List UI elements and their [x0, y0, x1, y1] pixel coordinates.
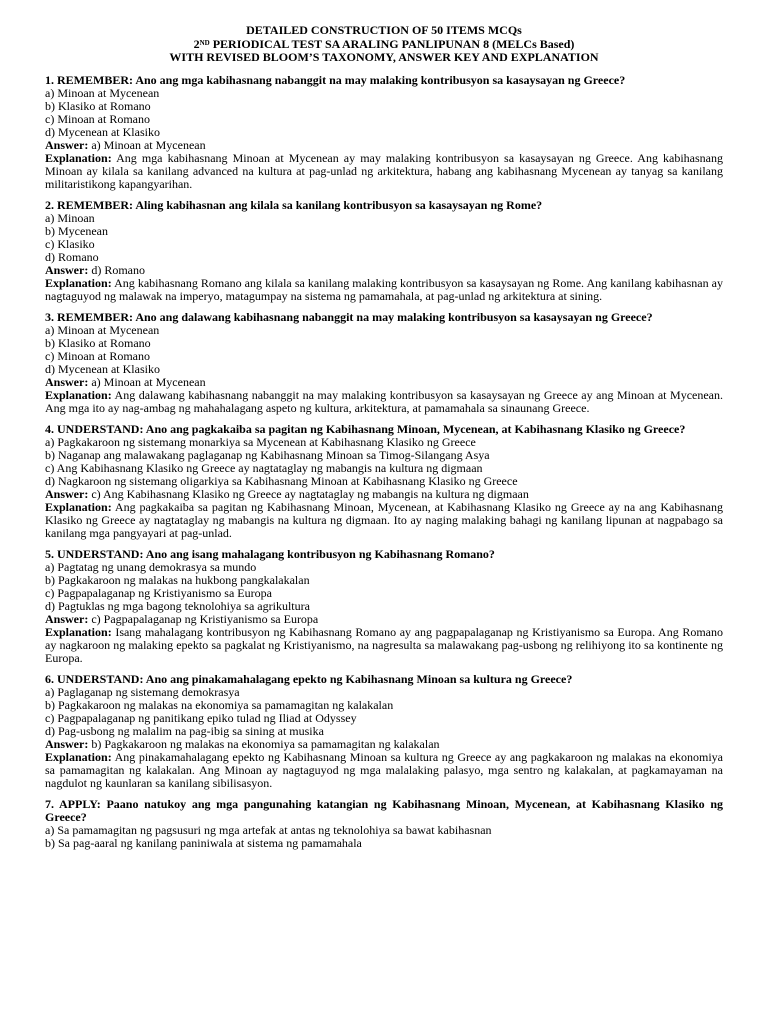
answer-label: Answer:: [45, 611, 89, 626]
explanation-paragraph: [45, 389, 723, 415]
header-line-2-text: PERIODICAL TEST SA ARALING PANLIPUNAN 8 (MELCs Based): [209, 36, 575, 51]
answer-value: b) Pagkakaroon ng malakas na ekonomiya sa pamamagitan ng kalakalan: [88, 736, 440, 751]
explanation-text: Isang mahalagang kontribusyon ng Kabihasnang Romano ay ang pagpapalaganap ng Kristiyanismo sa Europa. Ang Romano ay nagkaroon ng malaking epekto sa pagkalat ng Kristiyanismo, na nagresulta sa malawakang pag-usbong ng relihiyong ito sa kontinente ng Europa.: [45, 624, 723, 665]
explanation-paragraph: [45, 501, 723, 540]
explanation-text: Ang pinakamahalagang epekto ng Kabihasnang Minoan sa kultura ng Greece ay ang pagkakaroon ng malakas na ekonomiya sa pamamagitan ng kalakalan. Ang Minoan ay nagtaguyod ng mga malalaking palasyo, mga sentro ng kalakalan, at pagkamayaman na nagdulot ng kaunlaran sa kanilang sibilisasyon.: [45, 749, 723, 790]
explanation-label: Explanation:: [45, 499, 112, 514]
answer-option: d) Pagtuklas ng mga bagong teknolohiya sa agrikultura: [45, 598, 310, 613]
header-line-1: DETAILED CONSTRUCTION OF 50 ITEMS MCQs: [246, 23, 522, 37]
answer-option: d) Mycenean at Klasiko: [45, 361, 160, 376]
answer-value: c) Pagpapalaganap ng Kristiyanismo sa Europa: [88, 611, 319, 626]
answer-option: a) Minoan at Mycenean: [45, 322, 160, 337]
answer-option: d) Mycenean at Klasiko: [45, 124, 160, 139]
header-ordinal-suffix: ND: [199, 38, 210, 47]
answer-label: Answer:: [45, 262, 89, 277]
explanation-label: Explanation:: [45, 624, 112, 639]
question-title: 4. UNDERSTAND: Ano ang pagkakaiba sa pagitan ng Kabihasnang Minoan, Mycenean, at Kabihasnang Klasiko ng Greece?: [45, 421, 686, 436]
answer-label: Answer:: [45, 736, 89, 751]
answer-option: b) Naganap ang malawakang paglaganap ng Kabihasnang Minoan sa Timog-Silangang Asya: [45, 447, 490, 462]
question-block: [45, 798, 723, 850]
question-block: [45, 199, 723, 303]
explanation-label: Explanation:: [45, 387, 112, 402]
question-title: 6. UNDERSTAND: Ano ang pinakamahalagang epekto ng Kabihasnang Minoan sa kultura ng Greece?: [45, 671, 573, 686]
answer-label: Answer:: [45, 374, 89, 389]
answer-option: a) Paglaganap ng sistemang demokrasya: [45, 684, 240, 699]
explanation-paragraph: [45, 277, 723, 303]
answer-option: d) Romano: [45, 249, 99, 264]
answer-option: a) Minoan: [45, 210, 95, 225]
answer-option: a) Pagtatag ng unang demokrasya sa mundo: [45, 559, 257, 574]
answer-option: a) Pagkakaroon ng sistemang monarkiya sa Mycenean at Kabihasnang Klasiko ng Greece: [45, 434, 476, 449]
answer-label: Answer:: [45, 486, 89, 501]
explanation-paragraph: [45, 751, 723, 790]
answer-option: a) Minoan at Mycenean: [45, 85, 160, 100]
explanation-paragraph: [45, 626, 723, 665]
answer-value: d) Romano: [88, 262, 145, 277]
answer-option: b) Sa pag-aaral ng kanilang paniniwala at sistema ng pamamahala: [45, 835, 362, 850]
explanation-label: Explanation:: [45, 150, 112, 165]
answer-option: c) Minoan at Romano: [45, 348, 150, 363]
question-block: [45, 311, 723, 415]
answer-option: b) Klasiko at Romano: [45, 98, 151, 113]
answer-label: Answer:: [45, 137, 89, 152]
answer-option: c) Pagpapalaganap ng panitikang epiko tulad ng Iliad at Odyssey: [45, 710, 357, 725]
answer-value: a) Minoan at Mycenean: [88, 374, 206, 389]
explanation-paragraph: [45, 152, 723, 191]
question-title: 3. REMEMBER: Ano ang dalawang kabihasnang nabanggit na may malaking kontribusyon sa kasaysayan ng Greece?: [45, 309, 653, 324]
document-header: [45, 24, 723, 65]
question-list: [45, 74, 723, 850]
explanation-text: Ang mga kabihasnang Minoan at Mycenean ay may malaking kontribusyon sa kasaysayan ng Greece. Ang kabihasnang Minoan ay kilala sa kanilang advanced na kultura at pag-unlad ng arkitektura, habang ang kabihasnang Mycenean ay tanyag sa kanilang militaristikong kapangyarihan.: [45, 150, 723, 191]
explanation-label: Explanation:: [45, 275, 112, 290]
answer-option: b) Klasiko at Romano: [45, 335, 151, 350]
question-block: [45, 74, 723, 191]
answer-value: c) Ang Kabihasnang Klasiko ng Greece ay nagtataglay ng mabangis na kultura ng digmaan: [88, 486, 529, 501]
header-ordinal-number: 2: [193, 36, 200, 51]
explanation-text: Ang pagkakaiba sa pagitan ng Kabihasnang Minoan, Mycenean, at Kabihasnang Klasiko ng Greece ay na ang Kabihasnang Klasiko ng Greece ay nagtataglay ng mabangis na kultura ng digmaan. Ito ay naging malaking bahagi ng kanilang lipunan at nagpabago sa kanilang mga pangyayari at pag-unlad.: [45, 499, 723, 540]
answer-option: c) Minoan at Romano: [45, 111, 150, 126]
answer-option: d) Nagkaroon ng sistemang oligarkiya sa Kabihasnang Minoan at Kabihasnang Klasiko ng Greece: [45, 473, 518, 488]
answer-option: c) Pagpapalaganap ng Kristiyanismo sa Europa: [45, 585, 272, 600]
header-line-2: [45, 38, 723, 52]
question-title: 2. REMEMBER: Aling kabihasnan ang kilala sa kanilang kontribusyon sa kasaysayan ng Rome?: [45, 197, 543, 212]
question-block: [45, 673, 723, 790]
answer-option: c) Ang Kabihasnang Klasiko ng Greece ay nagtataglay ng mabangis na kultura ng digmaan: [45, 460, 483, 475]
explanation-text: Ang kabihasnang Romano ang kilala sa kanilang malaking kontribusyon sa kasaysayan ng Rome. Ang kanilang kabihasnan ay nagtaguyod ng malawak na imperyo, matagumpay na sistema ng pamamahala, at pag-unlad ng arkitektura at sining.: [45, 275, 723, 303]
explanation-label: Explanation:: [45, 749, 112, 764]
answer-option: c) Klasiko: [45, 236, 95, 251]
question-block: [45, 423, 723, 540]
answer-option: b) Pagkakaroon ng malakas na hukbong pangkalakalan: [45, 572, 310, 587]
question-title: 5. UNDERSTAND: Ano ang isang mahalagang kontribusyon ng Kabihasnang Romano?: [45, 546, 495, 561]
question-title: 1. REMEMBER: Ano ang mga kabihasnang nabanggit na may malaking kontribusyon sa kasaysayan ng Greece?: [45, 72, 626, 87]
question-block: [45, 548, 723, 665]
answer-option: d) Pag-usbong ng malalim na pag-ibig sa sining at musika: [45, 723, 324, 738]
answer-option: b) Pagkakaroon ng malakas na ekonomiya sa pamamagitan ng kalakalan: [45, 697, 394, 712]
answer-option: b) Mycenean: [45, 223, 108, 238]
question-title: 7. APPLY: Paano natukoy ang mga pangunahing katangian ng Kabihasnang Minoan, Mycenean, at Kabihasnang Klasiko ng Greece?: [45, 796, 723, 824]
answer-option: a) Sa pamamagitan ng pagsusuri ng mga artefak at antas ng teknolohiya sa bawat kabihasnan: [45, 822, 492, 837]
explanation-text: Ang dalawang kabihasnang nabanggit na may malaking kontribusyon sa kasaysayan ng Greece ay ang Minoan at Mycenean. Ang mga ito ay nag-ambag ng mahahalagang aspeto ng kultura, arkitektura, at pamamahala sa sinaunang Greece.: [45, 387, 723, 415]
header-line-3: WITH REVISED BLOOM’S TAXONOMY, ANSWER KEY AND EXPLANATION: [169, 50, 599, 64]
answer-value: a) Minoan at Mycenean: [88, 137, 206, 152]
